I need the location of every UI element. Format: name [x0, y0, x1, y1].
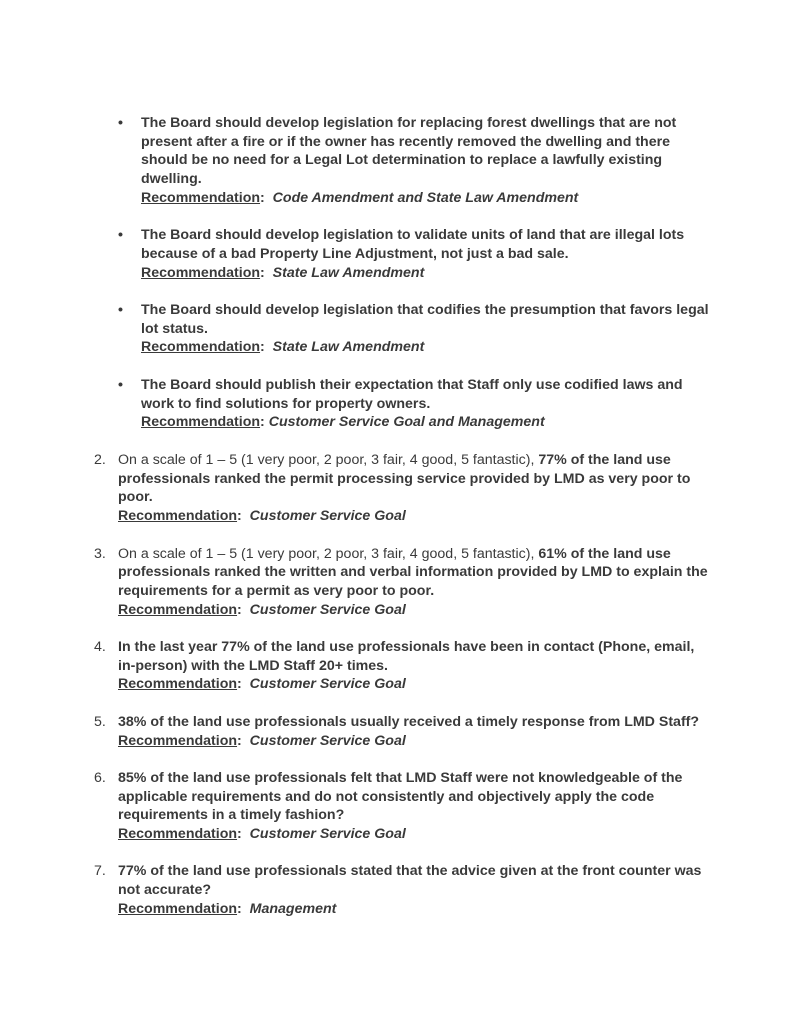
bullet-icon: •	[118, 302, 123, 318]
item-text: In the last year 77% of the land use professionals have been in contact (Phone, email, in-person) with the LMD Staff 20+ times.	[118, 639, 695, 674]
recommendation-label: Recommendation	[141, 264, 261, 281]
numbered-item	[92, 713, 712, 750]
recommendation-colon: :	[260, 339, 265, 356]
item-lead-text: On a scale of 1 – 5 (1 very poor, 2 poor, 3 fair, 4 good, 5 fantastic),	[118, 545, 535, 562]
numbered-item	[92, 638, 712, 694]
recommendation-colon: :	[237, 601, 242, 618]
recommendation-line	[118, 900, 712, 919]
recommendation-value: Customer Service Goal	[249, 732, 406, 749]
item-number: 5.	[94, 713, 106, 730]
bullet-text: The Board should develop legislation that codifies the presumption that favors legal lot status.	[141, 302, 709, 337]
recommendation-value: State Law Amendment	[272, 264, 425, 281]
recommendation-value: Customer Service Goal	[249, 601, 406, 618]
recommendation-value: Customer Service Goal	[249, 508, 406, 525]
recommendation-value: State Law Amendment	[272, 339, 425, 356]
bullet-text: The Board should publish their expectation that Staff only use codified laws and work to find solutions for property owners.	[141, 376, 683, 412]
recommendation-line	[118, 507, 712, 526]
recommendation-label: Recommendation	[118, 732, 238, 749]
recommendation-label: Recommendation	[141, 189, 261, 206]
recommendation-line	[141, 264, 718, 283]
numbered-item	[92, 862, 712, 918]
recommendation-line	[118, 732, 712, 751]
item-number: 2.	[94, 452, 106, 468]
recommendation-label: Recommendation	[118, 676, 238, 693]
recommendation-colon: :	[260, 189, 265, 206]
bullet-list	[118, 114, 718, 451]
bullet-text: The Board should develop legislation to validate units of land that are illegal lots because of a bad Property Line Adjustment, not just a bad sale.	[141, 227, 685, 262]
recommendation-line	[118, 601, 712, 620]
recommendation-colon: :	[237, 900, 242, 917]
recommendation-colon: :	[260, 264, 265, 281]
item-text: 85% of the land use professionals felt that LMD Staff were not knowledgeable of the applicable requirements and do not consistently and objectively apply the code requirements in a timely fashion?	[118, 769, 683, 824]
recommendation-label: Recommendation	[141, 414, 261, 431]
item-text: 38% of the land use professionals usually received a timely response from LMD Staff?	[118, 713, 700, 730]
recommendation-colon: :	[237, 676, 242, 693]
recommendation-label: Recommendation	[118, 900, 238, 917]
item-lead-text: On a scale of 1 – 5 (1 very poor, 2 poor, 3 fair, 4 good, 5 fantastic),	[118, 452, 535, 468]
item-number: 3.	[94, 545, 106, 562]
recommendation-line	[141, 338, 718, 357]
item-text: 61% of the land use professionals ranked the written and verbal information provided by LMD to explain the requirements for a permit as very poor to poor.	[118, 545, 708, 599]
recommendation-label: Recommendation	[118, 508, 238, 525]
recommendation-value: Customer Service Goal	[249, 676, 406, 693]
bullet-item	[118, 301, 718, 357]
recommendation-value: Customer Service Goal	[249, 826, 406, 842]
recommendation-label: Recommendation	[118, 826, 238, 842]
bullet-item	[118, 114, 718, 208]
numbered-list	[92, 451, 712, 937]
numbered-item	[92, 545, 712, 620]
item-number: 4.	[94, 639, 106, 655]
bullet-icon: •	[118, 115, 123, 131]
numbered-item	[92, 769, 712, 844]
recommendation-line	[141, 413, 718, 432]
bullet-icon: •	[118, 376, 123, 393]
recommendation-line	[118, 675, 712, 694]
recommendation-colon: :	[237, 508, 242, 525]
recommendation-colon: :	[260, 414, 265, 431]
recommendation-line	[118, 825, 712, 844]
bullet-text: The Board should develop legislation for replacing forest dwellings that are not present after a fire or if the owner has recently removed the dwelling and there should be no need for a Legal Lot determination to replace a lawfully existing dwelling.	[141, 115, 677, 188]
bullet-item	[118, 226, 718, 282]
recommendation-label: Recommendation	[141, 339, 261, 356]
item-number: 7.	[94, 863, 106, 880]
recommendation-label: Recommendation	[118, 601, 238, 618]
bullet-icon: •	[118, 227, 123, 244]
recommendation-value: Code Amendment and State Law Amendment	[272, 189, 579, 206]
recommendation-value: Customer Service Goal and Management	[268, 414, 545, 431]
recommendation-line	[141, 189, 718, 208]
bullet-item	[118, 376, 718, 432]
numbered-item	[92, 451, 712, 526]
recommendation-value: Management	[249, 900, 337, 917]
recommendation-colon: :	[237, 826, 242, 842]
recommendation-colon: :	[237, 732, 242, 749]
item-text: 77% of the land use professionals stated that the advice given at the front counter was not accurate?	[118, 863, 702, 899]
item-number: 6.	[94, 769, 106, 786]
item-text: 77% of the land use professionals ranked the permit processing service provided by LMD as very poor to poor.	[118, 452, 691, 506]
